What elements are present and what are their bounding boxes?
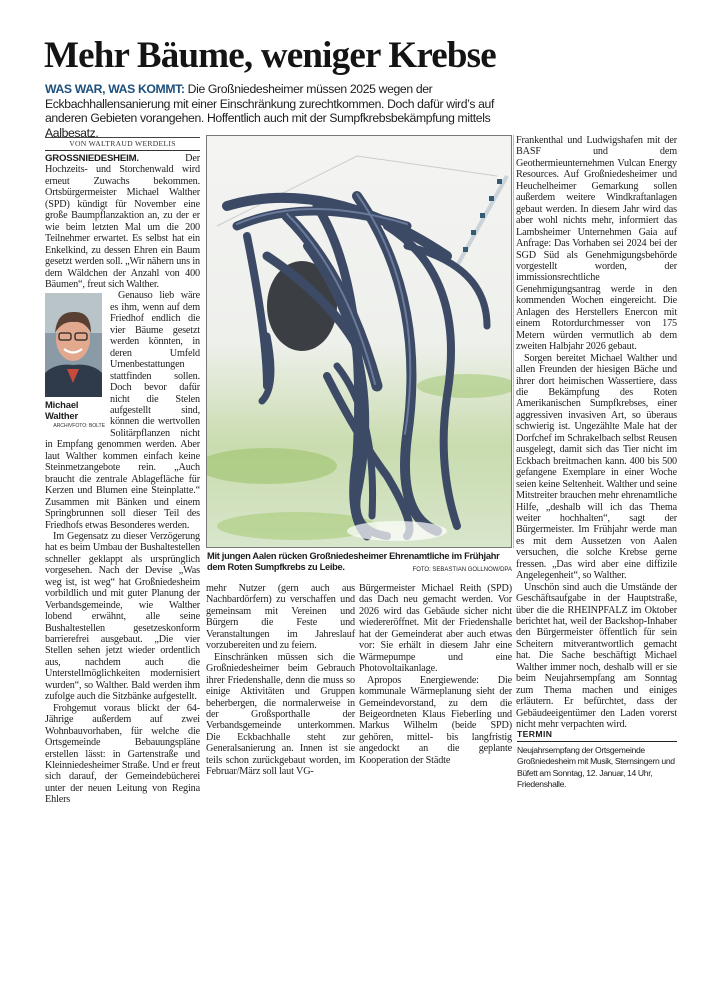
termin-box — [517, 729, 677, 790]
portrait-image — [45, 293, 102, 397]
article-column-4 — [516, 135, 677, 731]
headline: Mehr Bäume, weniger Krebse — [44, 35, 496, 76]
termin-text: Neujahrsempfang der Ortsgemeinde Großniedesheim mit Musik, Sternsingern und Büfett am Sonntag, 12. Januar, 14 Uhr, Friedenshalle. — [517, 745, 675, 789]
portrait-name: Michael Walther — [45, 399, 79, 421]
byline-rule — [45, 137, 200, 138]
article-paragraph: Unschön sind auch die Umstände der Geschäftsaufgabe in der Hauptstraße, über die die RHEINPFALZ im Oktober berichtet hat, weil der Backshop-Inhaber den Bürgermeister öffentlich für sein Scheitern mitverantwortlich gemacht hat. Die Sache beschäftigt Michael Walther immer noch, deshalb will er sie beim Neujahrsempfang am Sonntag zum Thema machen und einiges erläutern. Er befürchtet, dass der Gebäudeeigentümer den Laden vorerst nicht mehr verpachten wird. — [516, 581, 677, 731]
article-paragraph: Genauso lieb wäre es ihm, wenn auf dem Friedhof endlich die vier Bäume gesetzt werden könnten, in deren Umfeld Urnenbestattungen stattfinden sollen. Doch bevor dafür nicht die Stelen aufgestellt sind, können die wertvollen Solitärpflanzen nicht in Empfang genommen werden. Aber laut Walther kommen einfach keine Steinmetzangebote rein. „Auch braucht die zentrale Ablagefläche für Kerzen und Blumen eine Steinplatte.“ Zusammen mit Bänken und einem Springbrunnen soll dieser Teil des Friedhofs etwas Besonderes werden. — [45, 290, 200, 531]
photo-credit: FOTO: SEBASTIAN GOLLNOW/DPA — [412, 567, 512, 574]
article-column-1 — [45, 153, 200, 806]
byline-rule-bottom — [45, 150, 200, 151]
paragraph-text: Der Hochzeits- und Storchenwald wird erneut Zuwachs bekommen. Ortsbürgermeister Michael Walther (SPD) kündigt für November eine große Baumpflanzaktion an, zu der er wie beim letzten Mal um die 200 Teilnehmer erwartet. Es selbst hat ein Enkelkind, zu dessen Ehren ein Baum gesetzt werden soll. „Wir nähern uns in dem Wäldchen der Anzahl von 400 Bäumen“, freut sich Walther. — [45, 153, 200, 290]
lead-kicker: WAS WAR, WAS KOMMT: — [45, 82, 185, 96]
article-paragraph: Einschränken müssen sich die Großniedesheimer beim Gebrauch ihrer Friedenshalle, denn die muss so einige Aktivitäten und Gruppen beherbergen, die normalerweise in der Großsporthalle der Verbandsgemeinde unterkommen. Die Eckbachhalle steht zur Generalsanierung an. Innen ist sie teils schon zurückgebaut worden, im Februar/März soll laut VG- — [206, 651, 355, 778]
article-paragraph — [45, 153, 200, 290]
article-paragraph: Apropos Energiewende: Die kommunale Wärmeplanung sieht der Gemeindevorstand, zu dem die Beigeordneten Klaus Fieberling und Markus Wilhelm (beide SPD) gehören, mittel- bis langfristig angedockt an die geplante Kooperation der Städte — [359, 674, 512, 766]
byline: VON WALTRAUD WERDELIS — [69, 139, 176, 148]
termin-title: TERMIN — [517, 729, 677, 742]
column-rule — [513, 135, 514, 548]
article-paragraph: Frohgemut voraus blickt der 64-Jährige außerdem auf zwei Wohnbauvorhaben, für welche die Ortsgemeinde Bebauungspläne erstellen lässt: in Gartenstraße und Kleinniedesheimer Straße. Und er freut sich darauf, der Gemeindebücherei unter der neuen Leitung von Regina Ehlers — [45, 702, 200, 806]
eels-in-net-image — [207, 136, 512, 548]
lead-paragraph — [45, 82, 515, 140]
dateline: GROSSNIEDESHEIM. — [45, 153, 139, 164]
article-paragraph: Im Gegensatz zu dieser Verzögerung hat es beim Umbau der Bushaltestellen schneller geklappt als ursprünglich vorgesehen. Nach der Devise „Was weg ist, ist weg“ hat Großniedesheim vorbildlich und mit guter Planung der Verbandsgemeinde, wie Walther lobend erwähnt, alle seine Bushaltestellen gesetzeskonform barrierefrei ausgebaut. „Die vier Stellen sehen jetzt wieder ordentlich aus, nachdem auch die Unterstellmöglichkeiten modernisiert wurden“, so Walther. Bald werden ihm zufolge auch die Sitzbänke aufgestellt. — [45, 530, 200, 703]
photo-caption — [207, 551, 512, 576]
article-column-2 — [206, 583, 355, 778]
portrait-photo — [45, 293, 105, 432]
eel-photo — [206, 135, 512, 548]
portrait-credit: ARCHIVFOTO: BOLTE — [53, 423, 105, 430]
caption-text: Mit jungen Aalen rücken Großniedesheimer Ehrenamtliche im Frühjahr dem Roten Sumpfkrebs zu Leibe. — [207, 551, 500, 573]
article-paragraph: mehr Nutzer (gern auch aus Nachbardörfern) zu verschaffen und gemeinsam mit Vereinen und Bürgern die Feste und Veranstaltungen im Jahreslauf vorzubereiten und zu feiern. — [206, 583, 355, 652]
article-paragraph: Sorgen bereitet Michael Walther und allen Freunden der hiesigen Bäche und ihrer dort heimischen Wassertiere, dass die Bekämpfung des Roten Amerikanischen Sumpfkrebses, einer aggressiven invasiven Art, so überaus schwierig ist. Ungezählte Male hat der Dorfchef im Schrakelbach selbst Reusen ausgelegt, damit sich das Tier nicht im Eckbach breitmachen kann. 400 bis 500 gefangene Exemplare in einer Woche seien keine Seltenheit. Walther und seine Mitstreiter brauchen mehr ehrenamtliche Hilfe, „deshalb will ich das Thema weiter hochhalten“, sagt der Bürgermeister. Im Frühjahr werde man es mit dem Aussetzen von Aalen versuchen, die solche Krebse gerne fressen. „Das wird aber eine diffizile Angelegenheit“, so Walther. — [516, 352, 677, 582]
article-paragraph: Bürgermeister Michael Reith (SPD) das Dach neu gemacht werden. Vor 2026 wird das Gebäude sicher nicht wiedereröffnet. Mit der Friedenshalle hat der Gemeinderat aber auch etwas vor: Sie erhält in diesem Jahr eine Wärmepumpe und eine Photovoltaikanlage. — [359, 583, 512, 675]
lead-text: Die Großniedesheimer müssen 2025 wegen der Eckbachhallensanierung mit einer Einschränkung zurechtkommen. Doch dafür wird’s auf anderen Gebieten vorangehen. Hoffentlich auch mit der Sumpfkrebsbekämpfung mittels Aalbesatz. — [45, 82, 494, 140]
article-column-3 — [359, 583, 512, 766]
article-paragraph: Frankenthal und Ludwigshafen mit der BASF und dem Geothermieunternehmen Vulcan Energy Resources. Auf Großniedesheimer und Heuchelheimer Gemarkung sollen außerdem weitere Windkraftanlagen gebaut werden. In diesem Jahr wird das aber wohl nichts mehr, informiert das Lambsheimer Unternehmen Gaia auf Anfrage: Das Vorhaben sei 2024 bei der SGD Süd als Genehmigungsbehörde vorgestellt worden, der immissionsrechtliche Genehmigungsantrag werde in den kommenden Wochen eingereicht. Die Anlagen des Herstellers Enercon mit einem Rotordurchmesser von 175 Metern würden vermutlich ab dem zweiten Halbjahr 2026 gebaut. — [516, 135, 677, 353]
